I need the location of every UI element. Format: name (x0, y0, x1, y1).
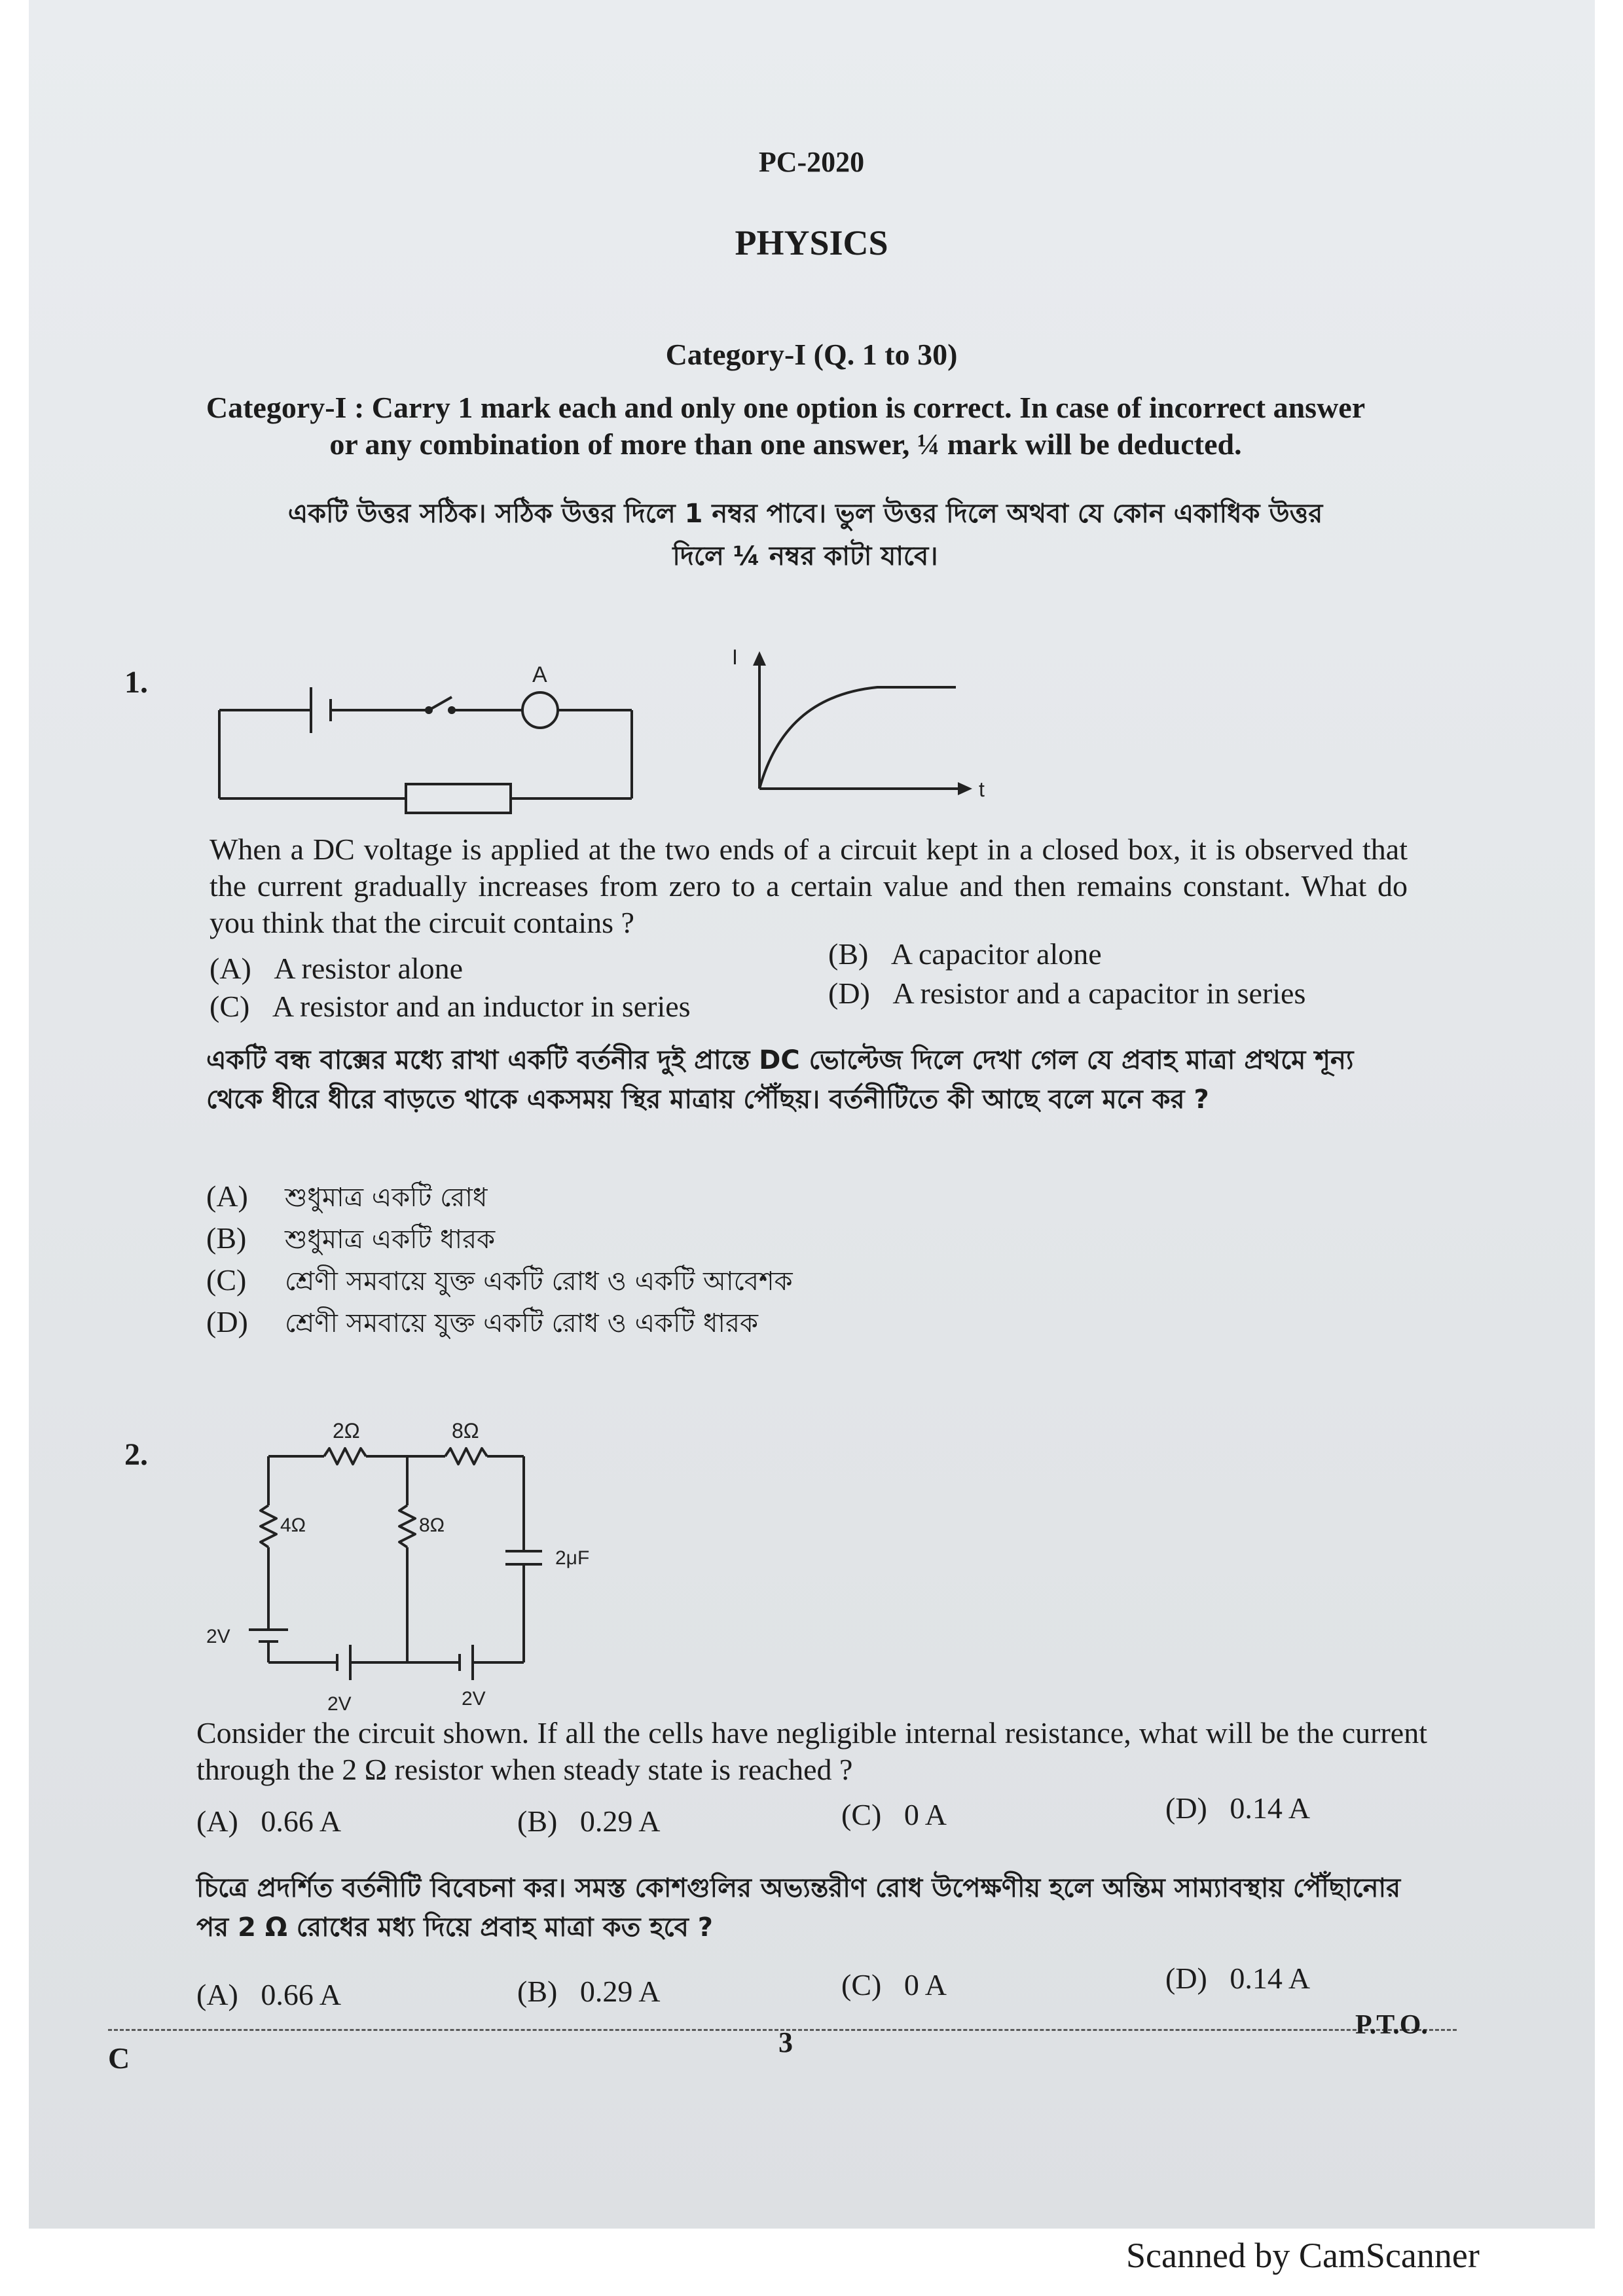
q1-question-text-bengali: একটি বন্ধ বাক্সের মধ্যে রাখা একটি বর্তনীর দুই প্রান্তে DC ভোল্টেজ দিলে দেখা গেল যে প্রবাহ মাত্রা প্রথমে শূন্য থেকে ধীরে ধীরে বাড়তে থাকে একসময় স্থির মাত্রায় পৌঁছয়। বর্তনীটিতে কী আছে বলে মনে কর ? (206, 1045, 1354, 1115)
q1-switch-contact (448, 706, 456, 714)
q1-option-d-text: A resistor and a capacitor in series (892, 977, 1306, 1010)
q2-option-b-english: (B) 0.29 A (517, 1804, 661, 1838)
q2-resistor-top-8ohm (445, 1448, 487, 1464)
q1-option-a-english (210, 950, 463, 987)
question-1-number: 1. (124, 665, 148, 700)
q1-graph-x-label: t (979, 778, 985, 801)
footer-pto: P.T.O. (1355, 2010, 1428, 2040)
q1-option-b-english (828, 936, 1102, 973)
q1-current-time-graph (714, 645, 995, 815)
q1-question-text-english: When a DC voltage is applied at the two ends of a circuit kept in a closed box, it is observed that the current gradually increases from zero to a certain value and then remains constant. What do you think that the circuit contains ? (210, 833, 1408, 939)
q1-graph-x-arrow (958, 782, 972, 795)
q1-option-b-bengali: (B) শুধুমাত্র একটি ধারক (206, 1221, 496, 1255)
instruction-english: Category-I : Carry 1 mark each and only one option is correct. In case of incorrect answer or any combination of more than one answer, ¼ mark will be deducted. (206, 391, 1366, 461)
instruction-bengali-line-1: একটি উত্তর সঠিক। সঠিক উত্তর দিলে 1 নম্বর পাবে। ভুল উত্তর দিলে অথবা যে কোন একাধিক উত্তর (287, 499, 1323, 529)
q2-question-text-bengali: চিত্রে প্রদর্শিত বর্তনীটি বিবেচনা কর। সমস্ত কোশগুলির অভ্যন্তরীণ রোধ উপেক্ষণীয় হলে অন্তিম সাম্যাবস্থায় পৌঁছানোর পর 2 Ω রোধের মধ্য দিয়ে প্রবাহ মাত্রা কত হবে ? (196, 1873, 1401, 1943)
q2-option-d-english: (D) 0.14 A (1165, 1791, 1311, 1825)
q1-graph-curve (759, 687, 956, 789)
q1-ammeter (522, 692, 558, 728)
q1-option-d-bengali: (D) শ্রেণী সমবায়ে যুক্ত একটি রোধ ও একটি ধারক (206, 1305, 758, 1338)
q2-label-2ohm: 2Ω (333, 1419, 360, 1443)
q2-label-cell-bottom-right: 2V (462, 1688, 486, 1710)
q2-option-a-bengali: (A) 0.66 A (196, 1978, 342, 2011)
category-heading: Category-I (Q. 1 to 30) (665, 338, 958, 371)
q2-option-c-english: (C) 0 A (841, 1798, 947, 1831)
q2-label-cell-bottom-left: 2V (327, 1693, 352, 1712)
camscanner-watermark: Scanned by CamScanner (1126, 2236, 1480, 2275)
question-2-number: 2. (124, 1437, 148, 1472)
q1-option-a-bengali: (A) শুধুমাত্র একটি রোধ (206, 1179, 488, 1213)
q1-option-c-bengali: (C) শ্রেণী সমবায়ে যুক্ত একটি রোধ ও একটি আবেশক (206, 1263, 793, 1297)
q2-option-a-english: (A) 0.66 A (196, 1804, 342, 1838)
paper-code: PC-2020 (758, 146, 865, 178)
instruction-bengali-line-2: দিলে ¼ নম্বর কাটা যাবে। (672, 541, 938, 571)
q2-option-b-bengali: (B) 0.29 A (517, 1975, 661, 2008)
q1-option-a-key: (A) (210, 952, 251, 985)
q1-circuit-diagram (210, 661, 655, 825)
q1-switch-pivot (425, 706, 433, 714)
q1-option-c-english (210, 988, 691, 1025)
q1-option-c-text: A resistor and an inductor in series (272, 990, 691, 1023)
q2-label-top-8ohm: 8Ω (452, 1419, 479, 1443)
q1-option-a-text: A resistor alone (274, 952, 464, 985)
q1-option-b-text: A capacitor alone (890, 937, 1102, 971)
footer-page-number: 3 (778, 2026, 793, 2058)
q1-option-b-key: (B) (828, 937, 869, 971)
q2-resistor-mid-8ohm (399, 1505, 415, 1547)
q1-option-d-english (828, 975, 1305, 1012)
subject-title: PHYSICS (735, 223, 888, 262)
q2-option-d-bengali: (D) 0.14 A (1165, 1962, 1311, 1995)
q1-resistor-box (406, 784, 511, 813)
q2-label-cell-left: 2V (206, 1626, 230, 1647)
q2-circuit-diagram (196, 1397, 655, 1712)
q2-label-mid-8ohm: 8Ω (419, 1515, 445, 1536)
q2-resistor-2ohm (324, 1448, 366, 1464)
q2-resistor-4ohm (261, 1505, 276, 1547)
q2-question-text-english: Consider the circuit shown. If all the cells have negligible internal resistance, what will be the current through the 2 Ω resistor when steady state is reached ? (196, 1716, 1427, 1786)
q1-graph-y-arrow (753, 651, 766, 666)
footer-set-code: C (108, 2041, 130, 2075)
q1-graph-y-label: I (732, 645, 738, 669)
q2-option-c-bengali: (C) 0 A (841, 1968, 947, 2001)
q1-ammeter-label: A (532, 662, 547, 687)
q1-switch-blade (429, 697, 452, 710)
q2-label-4ohm: 4Ω (280, 1515, 306, 1536)
q2-label-capacitor: 2μF (555, 1547, 590, 1569)
q1-option-d-key: (D) (828, 977, 870, 1010)
q1-option-c-key: (C) (210, 990, 250, 1023)
q1-options-bengali (206, 1178, 793, 1346)
